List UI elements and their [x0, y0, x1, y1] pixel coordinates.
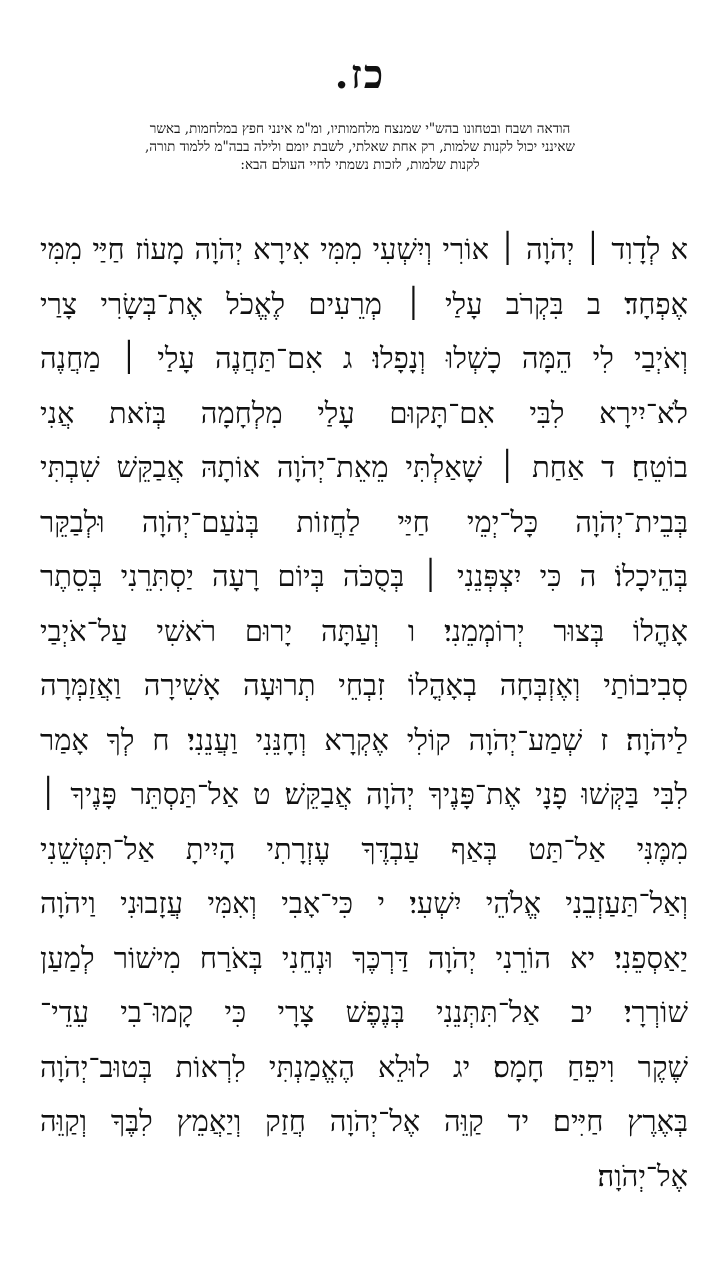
preface-line: שאינני יכול לקנות שלמות, רק אחת שאלתי, לשבת יומם ולילה בבה"מ ללמוד תורה,: [145, 139, 575, 155]
psalm-line: בוֹטֵחַ׃ ד אַחַת ׀ שָׁאַלְתִּי מֵאֵת־יְהֹוָה אוֹתָהּ אֲבַקֵּשׁ שִׁבְתִּי: [40, 450, 688, 484]
chapter-title: כז.: [334, 51, 386, 98]
psalm-line: א לְדָוִד ׀ יְהֹוָה ׀ אוֹרִי וְיִשְׁעִי מִמִּי אִירָא יְהֹוָה מָעוֹז חַיַּי מִמִּי: [40, 232, 688, 266]
psalm-line: בְּאֶרֶץ חַיִּים׃ יד קַוֵּה אֶל־יְהֹוָה חֲזַק וְיַאֲמֵץ לִבֶּךָ וְקַוֵּה: [40, 1104, 688, 1138]
psalm-line: לַיהֹוָה׃ ז שְׁמַע־יְהֹוָה קוֹלִי אֶקְרָא וְחָנֵּנִי וַעֲנֵנִי׃ ח לְךָ אָמַר: [40, 722, 688, 757]
preface-line: הודאה ושבח ובטחונו בהש"י שמנצח מלחמותיו, ומ"מ אינני חפץ במלחמות, באשר: [149, 121, 571, 137]
psalm-line: סְבִיבוֹתַי וְאֶזְבְּחָה בְאָהֳלוֹ זִבְחֵי תְרוּעָה אָשִׁירָה וַאֲזַמְּרָה: [40, 668, 688, 702]
psalm-line: לֹא־יִירָא לִבִּי אִם־תָּקוּם עָלַי מִלְחָמָה בְּזֹאת אֲנִי: [40, 395, 688, 430]
preface-line: לקנות שלמות, לזכות נשמתי לחיי העולם הבא:: [240, 157, 480, 173]
psalm-line: לִבִּי בַּקְּשׁוּ פָנָי אֶת־פָּנֶיךָ יְהֹוָה אֲבַקֵּשׁ׃ ט אַל־תַּסְתֵּר פָּנֶיךָ ׀: [40, 777, 688, 811]
psalm-line: וְאַל־תַּעַזְבֵנִי אֱלֹהֵי יִשְׁעִי׃ י כִּי־אָבִי וְאִמִּי עֲזָבוּנִי וַיהֹוָה: [40, 886, 688, 920]
psalm-line: בְּבֵית־יְהֹוָה כָּל־יְמֵי חַיַּי לַחֲזוֹת בְּנֹעַם־יְהֹוָה וּלְבַקֵּר: [40, 504, 688, 539]
psalm-text: [40, 222, 688, 1203]
psalm-line: שׁוֹרְרָי׃ יב אַל־תִּתְּנֵנִי בְּנֶפֶשׁ צָרָי כִּי קָמוּ־בִי עֵדֵי־: [40, 995, 688, 1029]
preface-note: [40, 120, 680, 174]
psalm-line: מִמֶּנִּי אַל־תַּט בְּאַף עַבְדֶּךָ עֶזְרָתִי הָיִיתָ אַל־תִּטְּשֵׁנִי: [40, 831, 688, 866]
psalm-line: וְאֹיְבַי לִי הֵמָּה כָשְׁלוּ וְנָפָלוּ׃ ג אִם־תַּחֲנֶה עָלַי ׀ מַחֲנֶה: [40, 341, 688, 375]
psalm-line: יַאַסְפֵנִי׃ יא הוֹרֵנִי יְהֹוָה דַּרְכֶּךָ וּנְחֵנִי בְּאֹרַח מִישׁוֹר לְמַעַן: [40, 940, 688, 975]
psalm-line: אֶפְחָד׃ ב בִּקְרֹב עָלַי ׀ מְרֵעִים לֶאֱכֹל אֶת־בְּשָׂרִי צָרַי: [40, 286, 688, 321]
psalm-line: אֶל־יְהֹוָה׃: [597, 1158, 688, 1193]
psalm-line: בְּהֵיכָלוֹ׃ ה כִּי יִצְפְּנֵנִי ׀ בְּסֻכֹּה בְּיוֹם רָעָה יַסְתִּרֵנִי בְּסֵתֶר: [40, 559, 688, 593]
psalm-line: אָהֳלוֹ בְּצוּר יְרוֹמְמֵנִי׃ ו וְעַתָּה יָרוּם רֹאשִׁי עַל־אֹיְבַי: [40, 613, 688, 648]
psalm-line: שֶׁקֶר וִיפֵחַ חָמָס׃ יג לוּלֵא הֶאֱמַנְתִּי לִרְאוֹת בְּטוּב־יְהֹוָה: [40, 1049, 688, 1084]
